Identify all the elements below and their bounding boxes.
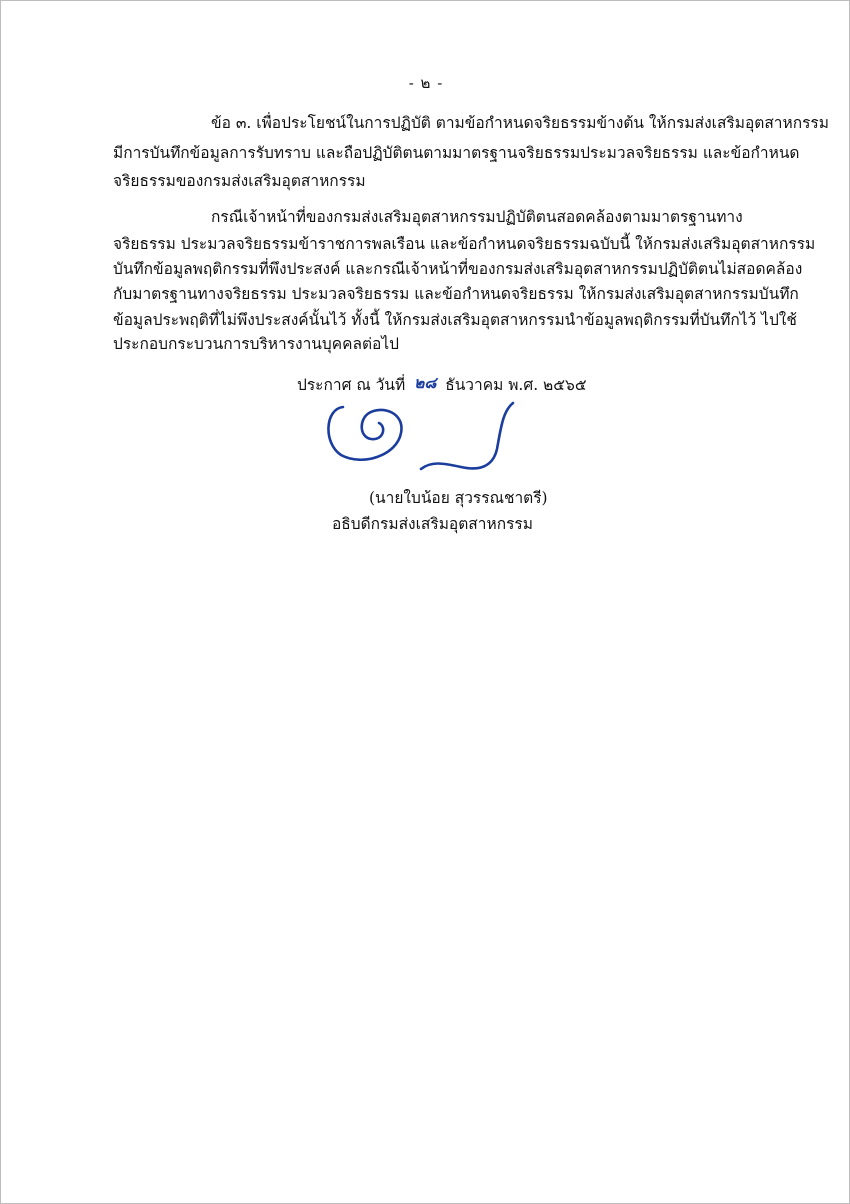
paragraph2-line: จริยธรรม ประมวลจริยธรรมข้าราชการพลเรือน และข้อกำหนดจริยธรรมฉบับนี้ ให้กรมส่งเสริมอุตสาหกรรม	[113, 235, 816, 253]
handwritten-signature	[313, 397, 533, 477]
handwritten-day: ๒๘	[414, 373, 437, 392]
paragraph2-line: ข้อมูลประพฤติที่ไม่พึงประสงค์นั้นไว้ ทั้งนี้ ให้กรมส่งเสริมอุตสาหกรรมนำข้อมูลพฤติกรรมที่บันทึกไว้ ไปใช้	[113, 311, 797, 329]
paragraph2-line: บันทึกข้อมูลพฤติกรรมที่พึงประสงค์ และกรณีเจ้าหน้าที่ของกรมส่งเสริมอุตสาหกรรมปฏิบัติตนไม่สอดคล้อง	[113, 260, 803, 278]
announcement-date	[297, 373, 587, 397]
paragraph1-line: มีการบันทึกข้อมูลการรับทราบ และถือปฏิบัติตนตามมาตรฐานจริยธรรมประมวลจริยธรรม และข้อกำหนด	[113, 144, 800, 162]
paragraph1-line: ข้อ ๓. เพื่อประโยชน์ในการปฏิบัติ ตามข้อกำหนดจริยธรรมข้างต้น ให้กรมส่งเสริมอุตสาหกรรม	[211, 114, 829, 132]
signatory-name: (นายใบน้อย สุวรรณชาตรี)	[369, 489, 548, 507]
paragraph1-line: จริยธรรมของกรมส่งเสริมอุตสาหกรรม	[113, 172, 366, 190]
announcement-prefix: ประกาศ ณ วันที่	[297, 376, 406, 394]
announcement-suffix: ธันวาคม พ.ศ. ๒๕๖๕	[445, 376, 587, 394]
paragraph2-line: กับมาตรฐานทางจริยธรรม ประมวลจริยธรรม และข้อกำหนดจริยธรรม ให้กรมส่งเสริมอุตสาหกรรมบันทึก	[113, 285, 799, 303]
page-number: - ๒ -	[408, 74, 444, 92]
paragraph2-line: กรณีเจ้าหน้าที่ของกรมส่งเสริมอุตสาหกรรมปฏิบัติตนสอดคล้องตามมาตรฐานทาง	[211, 208, 743, 226]
signatory-title: อธิบดีกรมส่งเสริมอุตสาหกรรม	[332, 515, 533, 533]
paragraph2-line: ประกอบกระบวนการบริหารงานบุคคลต่อไป	[113, 335, 399, 353]
